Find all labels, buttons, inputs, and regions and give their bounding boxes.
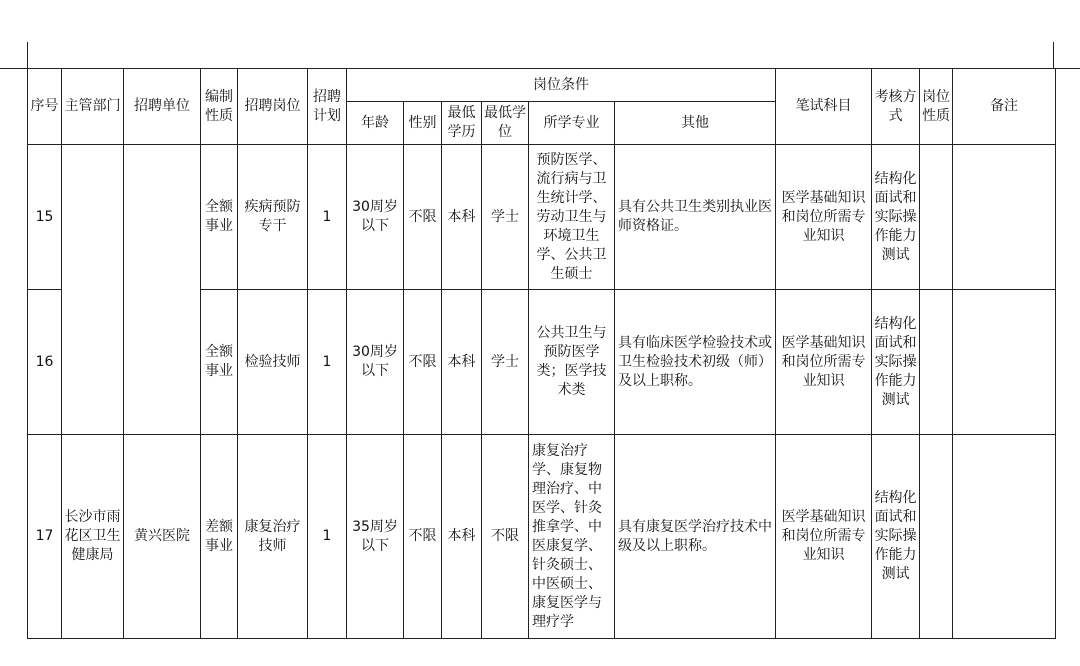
row-other: 具有康复医学治疗技术中级及以上职称。 xyxy=(615,435,776,639)
row-seq: 17 xyxy=(28,435,62,639)
row-nature: 差额事业 xyxy=(201,435,238,639)
row-degree: 学士 xyxy=(482,290,529,435)
row-dept: 长沙市雨花区卫生健康局 xyxy=(62,435,124,639)
header-age: 年龄 xyxy=(347,102,404,145)
row-remark xyxy=(953,145,1056,290)
row-degree: 学士 xyxy=(482,145,529,290)
header-row-1 xyxy=(28,69,1056,102)
row-dept-empty xyxy=(62,145,124,435)
header-dept: 主管部门 xyxy=(62,69,124,145)
table-row xyxy=(28,145,1056,290)
header-post-nature: 岗位性质 xyxy=(920,69,953,145)
row-edu: 本科 xyxy=(442,435,482,639)
header-plan: 招聘计划 xyxy=(308,69,347,145)
row-assess: 结构化面试和实际操作能力测试 xyxy=(872,435,920,639)
row-seq: 15 xyxy=(28,145,62,290)
row-major: 预防医学、流行病与卫生统计学、劳动卫生与环境卫生学、公共卫生硕士 xyxy=(529,145,615,290)
header-major: 所学专业 xyxy=(529,102,615,145)
right-edge-tick xyxy=(1053,42,1054,68)
header-remark: 备注 xyxy=(953,69,1056,145)
row-position: 检验技师 xyxy=(238,290,308,435)
row-age: 35周岁以下 xyxy=(347,435,404,639)
header-other: 其他 xyxy=(615,102,776,145)
header-position: 招聘岗位 xyxy=(238,69,308,145)
header-assess: 考核方式 xyxy=(872,69,920,145)
header-conditions: 岗位条件 xyxy=(347,69,776,102)
row-unit: 黄兴医院 xyxy=(124,435,201,639)
row-degree: 不限 xyxy=(482,435,529,639)
row-position: 康复治疗技师 xyxy=(238,435,308,639)
row-unit-empty xyxy=(124,145,201,435)
row-seq: 16 xyxy=(28,290,62,435)
header-degree: 最低学位 xyxy=(482,102,529,145)
left-edge-tick xyxy=(27,42,28,68)
row-edu: 本科 xyxy=(442,290,482,435)
header-edu: 最低学历 xyxy=(442,102,482,145)
row-nature: 全额事业 xyxy=(201,145,238,290)
row-gender: 不限 xyxy=(404,435,442,639)
header-seq: 序号 xyxy=(28,69,62,145)
row-remark xyxy=(953,290,1056,435)
table-row xyxy=(28,435,1056,639)
recruitment-table xyxy=(27,68,1056,639)
row-exam: 医学基础知识和岗位所需专业知识 xyxy=(776,290,872,435)
row-other: 具有公共卫生类别执业医师资格证。 xyxy=(615,145,776,290)
header-nature: 编制性质 xyxy=(201,69,238,145)
row-exam: 医学基础知识和岗位所需专业知识 xyxy=(776,435,872,639)
header-unit: 招聘单位 xyxy=(124,69,201,145)
row-post-nature xyxy=(920,290,953,435)
row-nature: 全额事业 xyxy=(201,290,238,435)
row-edu: 本科 xyxy=(442,145,482,290)
row-post-nature xyxy=(920,435,953,639)
header-gender: 性别 xyxy=(404,102,442,145)
row-age: 30周岁以下 xyxy=(347,145,404,290)
row-plan: 1 xyxy=(308,290,347,435)
row-other: 具有临床医学检验技术或卫生检验技术初级（师）及以上职称。 xyxy=(615,290,776,435)
row-major: 康复治疗学、康复物理治疗、中医学、针灸推拿学、中医康复学、针灸硕士、中医硕士、康复医学与理疗学 xyxy=(529,435,615,639)
row-age: 30周岁以下 xyxy=(347,290,404,435)
row-assess: 结构化面试和实际操作能力测试 xyxy=(872,145,920,290)
header-exam: 笔试科目 xyxy=(776,69,872,145)
row-gender: 不限 xyxy=(404,290,442,435)
row-post-nature xyxy=(920,145,953,290)
row-remark xyxy=(953,435,1056,639)
row-exam: 医学基础知识和岗位所需专业知识 xyxy=(776,145,872,290)
row-position: 疾病预防专干 xyxy=(238,145,308,290)
row-plan: 1 xyxy=(308,145,347,290)
row-major: 公共卫生与预防医学类；医学技术类 xyxy=(529,290,615,435)
row-assess: 结构化面试和实际操作能力测试 xyxy=(872,290,920,435)
row-plan: 1 xyxy=(308,435,347,639)
row-gender: 不限 xyxy=(404,145,442,290)
